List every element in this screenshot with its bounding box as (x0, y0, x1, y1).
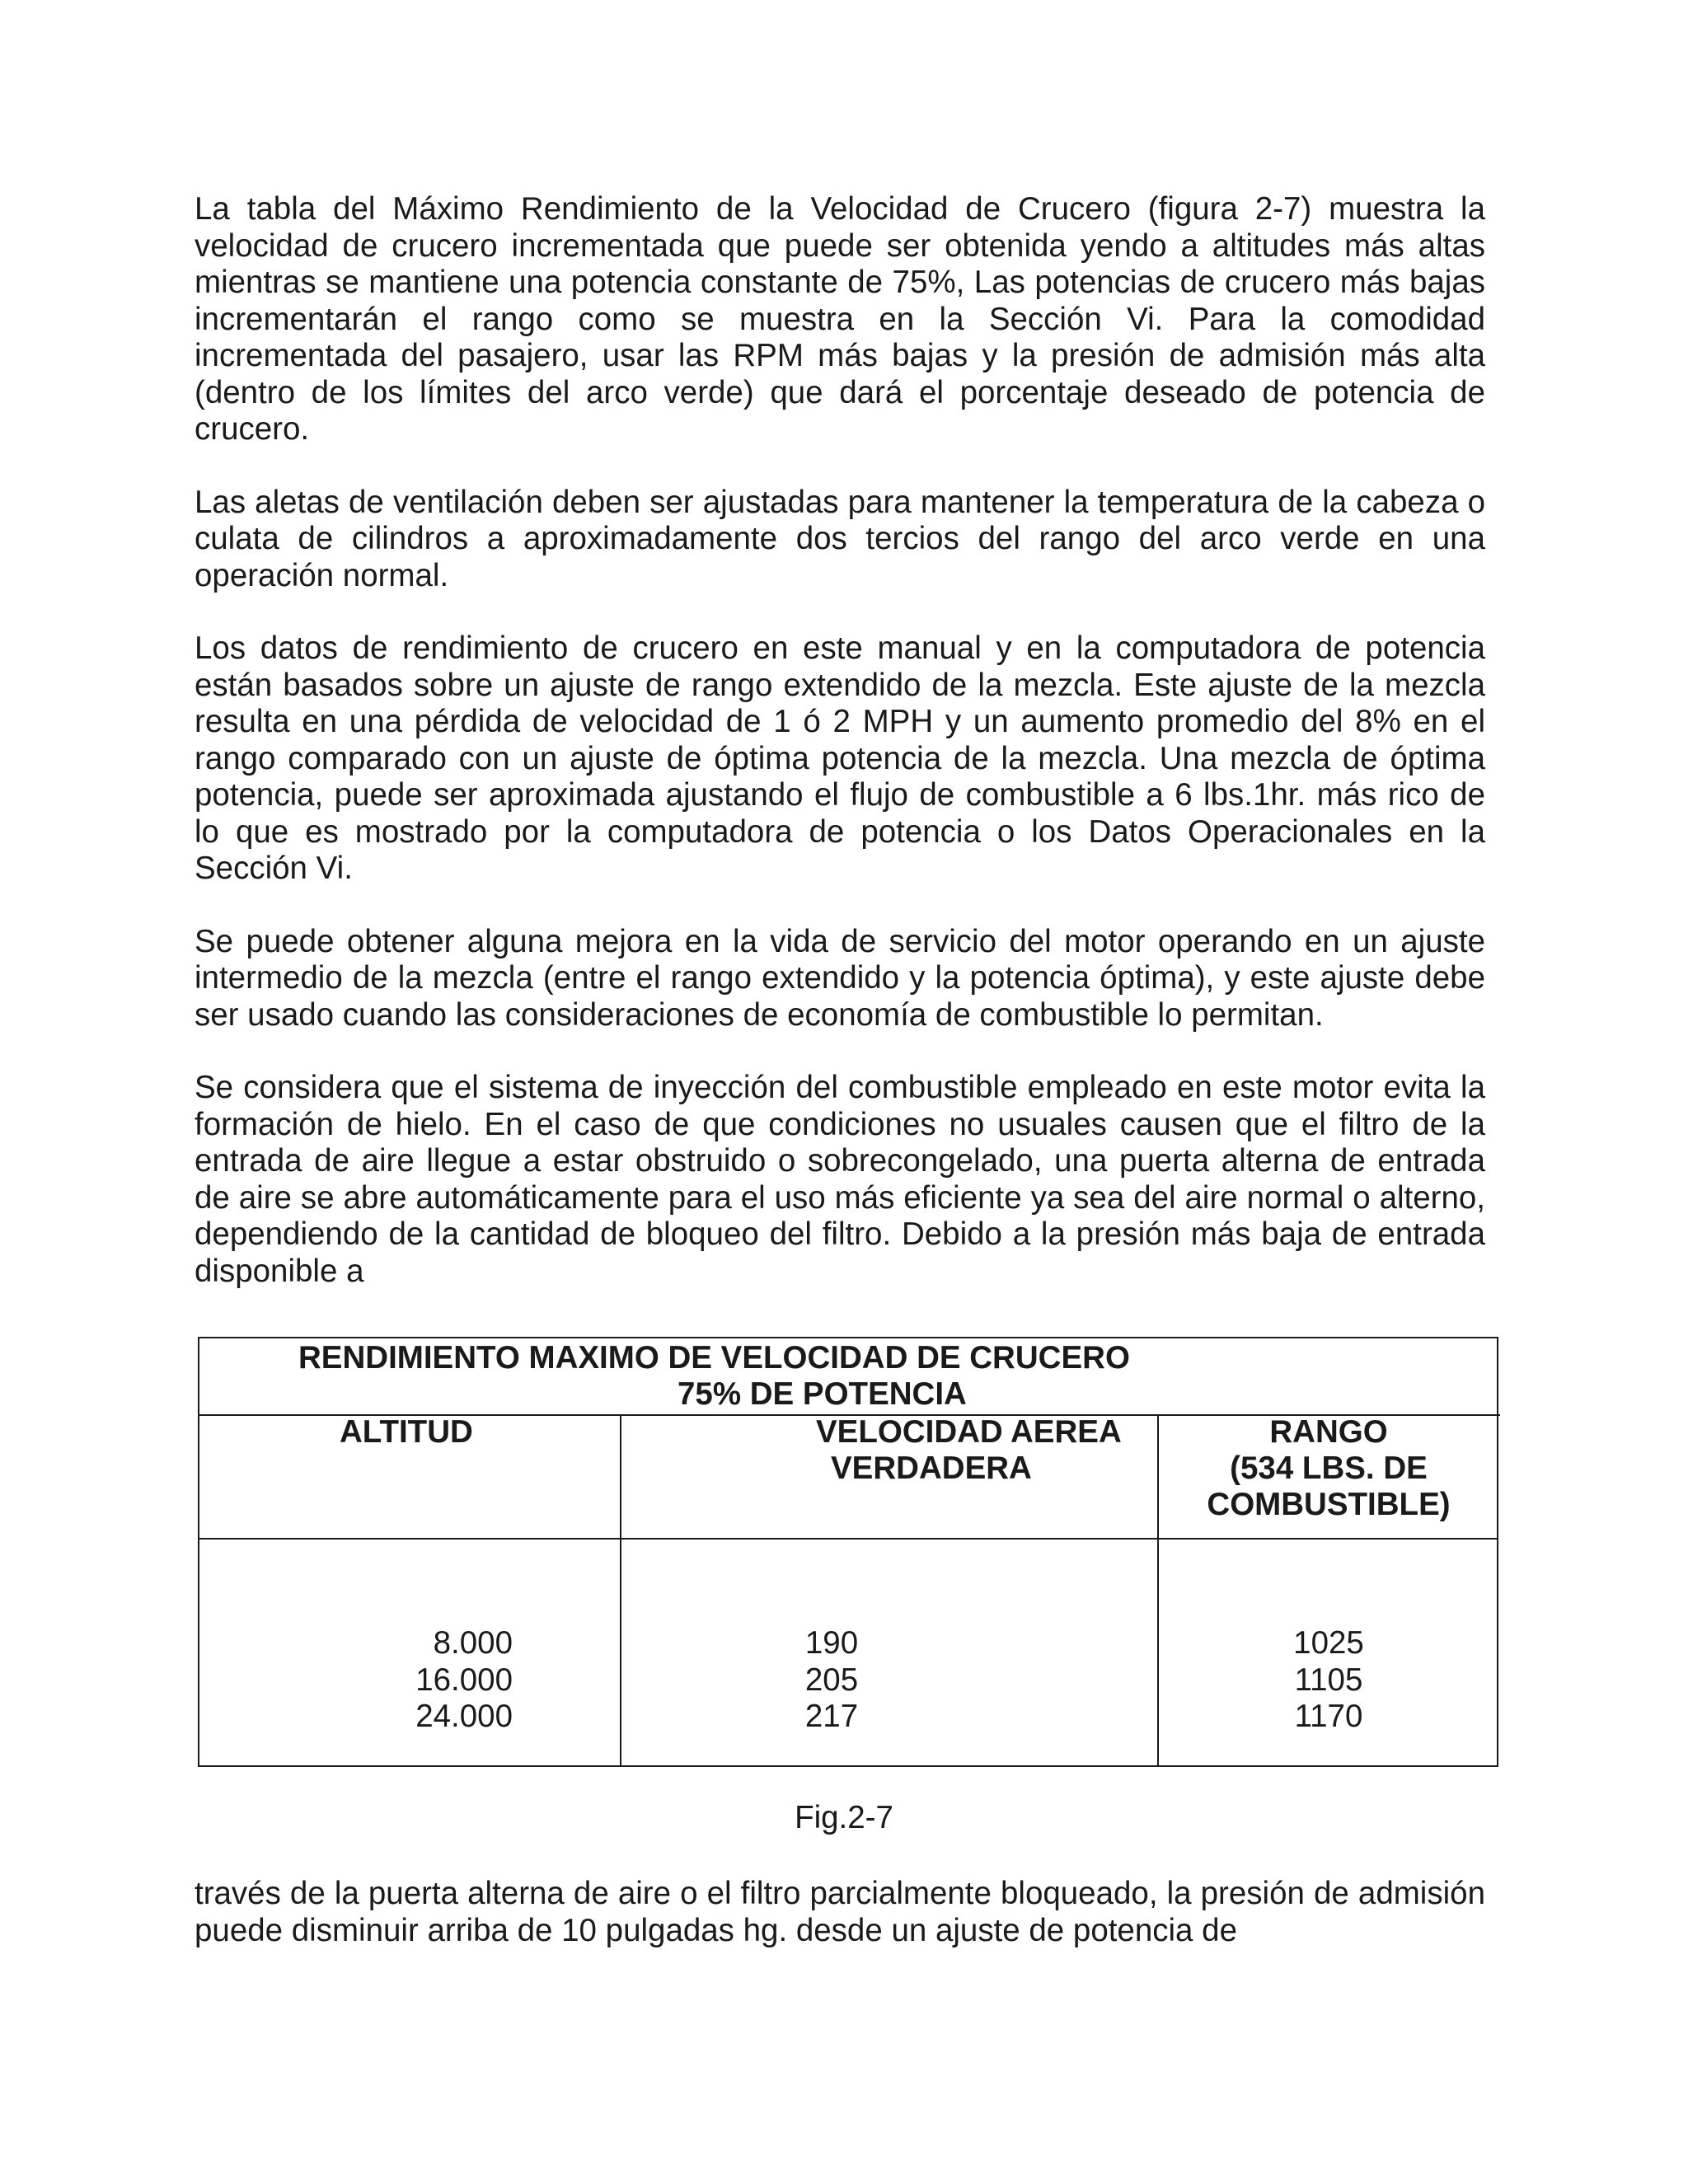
paragraph: Los datos de rendimiento de crucero en este manual y en la computadora de potencia están basados sobre un ajuste de rango extendido de la mezcla. Este ajuste de la mezcla resulta en una pérdida de velocidad de 1 ó 2 MPH y un aumento promedio del 8% en el rango comparado con un ajuste de óptima potencia de la mezcla. Una mezcla de óptima potencia, puede ser aproximada ajustando el flujo de combustible a 6 lbs.1hr. más rico de lo que es mostrado por la computadora de potencia o los Datos Operacionales en la Sección Vi. (195, 630, 1485, 886)
table-cell: 24.000 (415, 1699, 513, 1734)
column-header (199, 1414, 620, 1540)
paragraph: La tabla del Máximo Rendimiento de la Velocidad de Crucero (figura 2-7) muestra la velocidad de crucero incrementada que puede ser obtenida yendo a altitudes más altas mientras se mantiene una potencia constante de 75%, Las potencias de crucero más bajas incrementarán el rango como se muestra en la Sección Vi. Para la comodidad incrementada del pasajero, usar las RPM más bajas y la presión de admisión más alta (dentro de los límites del arco verde) que dará el porcentaje deseado de potencia de crucero. (195, 191, 1485, 447)
table-column-range (1159, 1414, 1498, 1765)
column-values (1159, 1625, 1498, 1736)
cruise-performance-table (198, 1337, 1498, 1767)
body-text-continued (195, 1876, 1485, 1949)
table-cell: 8.000 (433, 1625, 513, 1661)
table-title-line: RENDIMIENTO MAXIMO DE VELOCIDAD DE CRUCERO (298, 1340, 1130, 1376)
column-header (621, 1414, 1157, 1540)
table-cell: 1025 (1293, 1625, 1364, 1661)
column-header-label: RANGO (1269, 1414, 1388, 1450)
paragraph: Se considera que el sistema de inyección del combustible empleado en este motor evita la formación de hielo. En el caso de que condiciones no usuales causen que el filtro de la entrada de aire llegue a estar obstruido o sobrecongelado, una puerta alterna de entrada de aire se abre automáticamente para el uso más eficiente ya sea del aire normal o alterno, dependiendo de la cantidad de bloqueo del filtro. Debido a la presión más baja de entrada disponible a (195, 1070, 1485, 1289)
column-header-label: (534 LBS. DE (1230, 1451, 1428, 1486)
column-header-label: VERDADERA (831, 1451, 1032, 1486)
column-header-label: COMBUSTIBLE) (1207, 1487, 1451, 1522)
paragraph: Se puede obtener alguna mejora en la vida de servicio del motor operando en un ajuste intermedio de la mezcla (entre el rango extendido y la potencia óptima), y este ajuste debe ser usado cuando las consideraciones de economía de combustible lo permitan. (195, 923, 1485, 1033)
table-column-airspeed (621, 1414, 1159, 1765)
paragraph: través de la puerta alterna de aire o el filtro parcialmente bloqueado, la presión de admisión puede disminuir arriba de 10 pulgadas hg. desde un ajuste de potencia de (195, 1876, 1485, 1948)
column-values (414, 1625, 513, 1736)
column-header-label: VELOCIDAD AEREA (816, 1414, 1122, 1450)
body-text (195, 191, 1485, 1290)
table-cell: 1170 (1294, 1699, 1363, 1734)
table-title (199, 1338, 1500, 1416)
column-values (782, 1625, 881, 1736)
table-cell: 205 (804, 1661, 859, 1698)
table-cell: 217 (804, 1699, 859, 1734)
column-header-label: ALTITUD (340, 1414, 473, 1450)
table-cell: 16.000 (415, 1661, 513, 1698)
table-cell: 1105 (1294, 1661, 1363, 1698)
table-column-altitude (199, 1414, 621, 1765)
table-subtitle-line: 75% DE POTENCIA (678, 1376, 967, 1412)
figure-caption: Fig.2-7 (795, 1800, 893, 1835)
table-cell: 190 (804, 1625, 859, 1661)
column-header (1159, 1414, 1498, 1540)
paragraph: Las aletas de ventilación deben ser ajustadas para mantener la temperatura de la cabeza o culata de cilindros a aproximadamente dos tercios del rango del arco verde en una operación normal. (195, 484, 1485, 593)
